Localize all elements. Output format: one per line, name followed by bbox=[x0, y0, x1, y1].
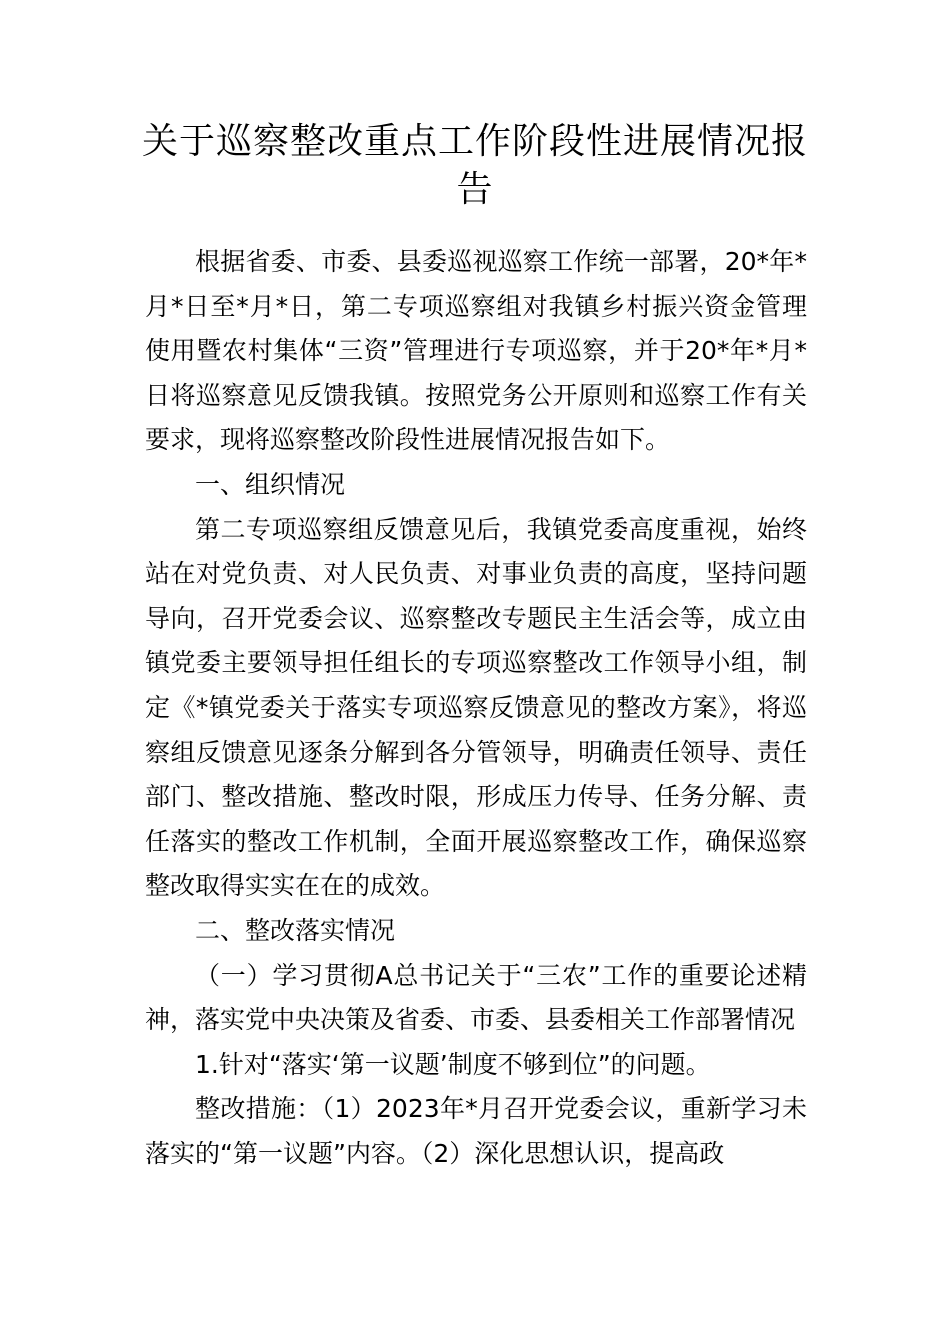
issue-item-1: 1.针对“落实‘第一议题’制度不够到位”的问题。 bbox=[195, 1049, 711, 1079]
document-body bbox=[145, 240, 807, 1176]
subsection-heading-1: （一）学习贯彻A总书记关于“三农”工作的重要论述精神，落实党中央决策及省委、市委、县委相关工作部署情况 bbox=[145, 960, 807, 1035]
document-title: 关于巡察整改重点工作阶段性进展情况报告 bbox=[141, 121, 808, 210]
paragraph-measures: 整改措施：（1）2023年*月召开党委会议，重新学习未落实的“第一议题”内容。（2）深化思想认识，提高政 bbox=[145, 1094, 807, 1168]
section-heading-organization: 一、组织情况 bbox=[195, 469, 346, 499]
section-heading-rectification: 二、整改落实情况 bbox=[195, 915, 396, 945]
paragraph-organization: 第二专项巡察组反馈意见后，我镇党委高度重视，始终站在对党负责、对人民负责、对事业负责的高度，坚持问题导向，召开党委会议、巡察整改专题民主生活会等，成立由镇党委主要领导担任组长的专项巡察整改工作领导小组，制定《*镇党委关于落实专项巡察反馈意见的整改方案》，将巡察组反馈意见逐条分解到各分管领导，明确责任领导、责任部门、整改措施、整改时限，形成压力传导、任务分解、责任落实的整改工作机制，全面开展巡察整改工作，确保巡察整改取得实实在在的成效。 bbox=[145, 514, 807, 901]
paragraph-intro: 根据省委、市委、县委巡视巡察工作统一部署，20*年*月*日至*月*日，第二专项巡察组对我镇乡村振兴资金管理使用暨农村集体“三资”管理进行专项巡察，并于20*年*月*日将巡察意见反馈我镇。按照党务公开原则和巡察工作有关要求，现将巡察整改阶段性进展情况报告如下。 bbox=[145, 247, 807, 455]
